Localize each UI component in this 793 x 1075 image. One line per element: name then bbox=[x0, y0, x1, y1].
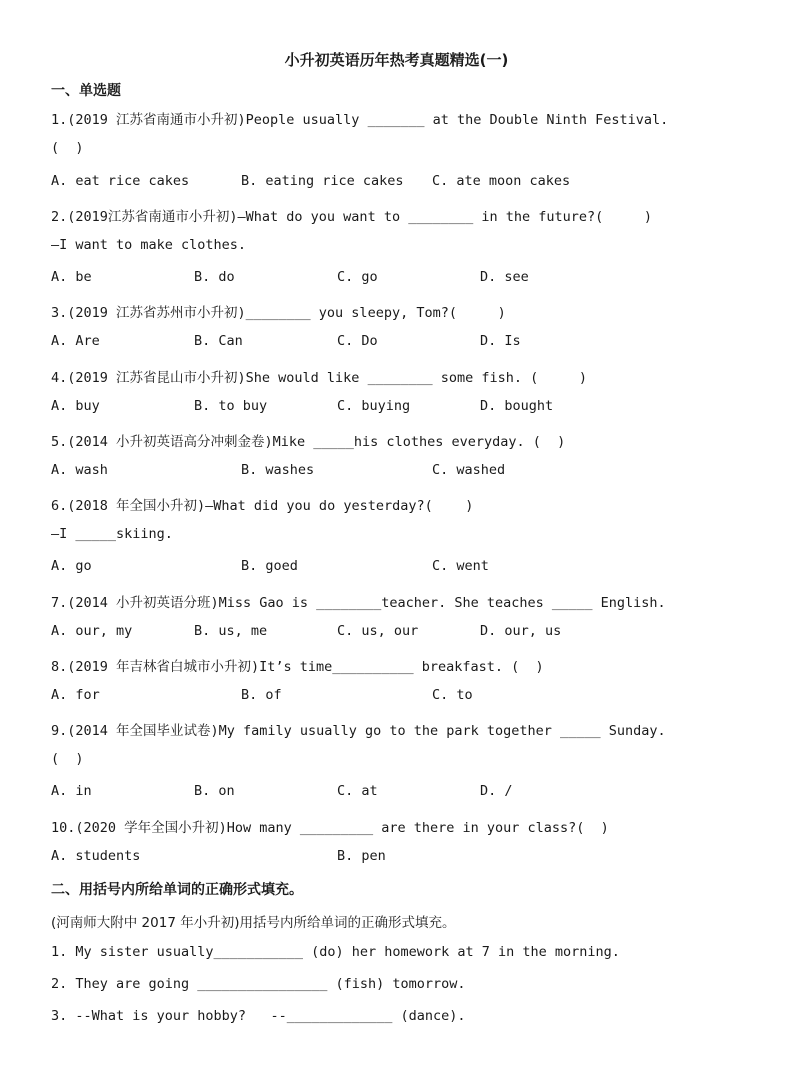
q8-option-a: A. for bbox=[51, 687, 100, 703]
q7-option-c: C. us, our bbox=[337, 623, 419, 639]
q10-option-b: B. pen bbox=[337, 848, 386, 864]
q4-option-c: C. buying bbox=[337, 398, 411, 414]
q3-option-b: B. Can bbox=[194, 333, 243, 349]
q5-option-c: C. washed bbox=[432, 462, 506, 478]
question-6-answer-line: —I _____skiing. bbox=[51, 526, 173, 542]
question-5-stem: 5.(2014 小升初英语高分冲刺金卷)Mike _____his clothes everyday. ( ) bbox=[51, 434, 566, 450]
fill-item-2: 2. They are going ________________ (fish) tomorrow. bbox=[51, 976, 466, 992]
question-2-stem: 2.(2019江苏省南通市小升初)—What do you want to ________ in the future?( ) bbox=[51, 209, 653, 225]
q1-option-b: B. eating rice cakes bbox=[241, 173, 404, 189]
q7-option-b: B. us, me bbox=[194, 623, 268, 639]
q7-option-d: D. our, us bbox=[480, 623, 562, 639]
question-6-stem: 6.(2018 年全国小升初)—What did you do yesterday?( ) bbox=[51, 498, 474, 514]
q6-option-c: C. went bbox=[432, 558, 489, 574]
question-9-stem: 9.(2014 年全国毕业试卷)My family usually go to the park together _____ Sunday. bbox=[51, 723, 666, 739]
section2-note: (河南师大附中 2017 年小升初)用括号内所给单词的正确形式填充。 bbox=[51, 915, 456, 931]
section2-heading: 二、用括号内所给单词的正确形式填充。 bbox=[51, 882, 303, 898]
q10-option-a: A. students bbox=[51, 848, 141, 864]
q6-option-a: A. go bbox=[51, 558, 92, 574]
fill-item-1: 1. My sister usually___________ (do) her homework at 7 in the morning. bbox=[51, 944, 620, 960]
q1-option-a: A. eat rice cakes bbox=[51, 173, 190, 189]
q5-option-b: B. washes bbox=[241, 462, 315, 478]
q1-option-c: C. ate moon cakes bbox=[432, 173, 571, 189]
q9-option-b: B. on bbox=[194, 783, 235, 799]
question-10-stem: 10.(2020 学年全国小升初)How many _________ are there in your class?( ) bbox=[51, 820, 609, 836]
q3-option-c: C. Do bbox=[337, 333, 378, 349]
q4-option-a: A. buy bbox=[51, 398, 100, 414]
question-9-bracket: ( ) bbox=[51, 751, 84, 767]
question-2-answer-line: —I want to make clothes. bbox=[51, 237, 247, 253]
q2-option-a: A. be bbox=[51, 269, 92, 285]
q2-option-c: C. go bbox=[337, 269, 378, 285]
q2-option-b: B. do bbox=[194, 269, 235, 285]
question-4-stem: 4.(2019 江苏省昆山市小升初)She would like ________ some fish. ( ) bbox=[51, 370, 588, 386]
q3-option-d: D. Is bbox=[480, 333, 521, 349]
section1-heading: 一、单选题 bbox=[51, 83, 121, 99]
q2-option-d: D. see bbox=[480, 269, 529, 285]
q4-option-d: D. bought bbox=[480, 398, 554, 414]
q6-option-b: B. goed bbox=[241, 558, 298, 574]
document-title: 小升初英语历年热考真题精选(一) bbox=[284, 51, 509, 69]
question-1-bracket: ( ) bbox=[51, 140, 84, 156]
q4-option-b: B. to buy bbox=[194, 398, 268, 414]
q8-option-b: B. of bbox=[241, 687, 282, 703]
q7-option-a: A. our, my bbox=[51, 623, 133, 639]
q3-option-a: A. Are bbox=[51, 333, 100, 349]
question-1-stem: 1.(2019 江苏省南通市小升初)People usually _______ at the Double Ninth Festival. bbox=[51, 112, 669, 128]
fill-item-3: 3. --What is your hobby? --_____________ (dance). bbox=[51, 1008, 466, 1024]
q8-option-c: C. to bbox=[432, 687, 473, 703]
q9-option-c: C. at bbox=[337, 783, 378, 799]
q9-option-d: D. / bbox=[480, 783, 513, 799]
q9-option-a: A. in bbox=[51, 783, 92, 799]
q5-option-a: A. wash bbox=[51, 462, 108, 478]
question-8-stem: 8.(2019 年吉林省白城市小升初)It’s time__________ breakfast. ( ) bbox=[51, 659, 544, 675]
question-7-stem: 7.(2014 小升初英语分班)Miss Gao is ________teacher. She teaches _____ English. bbox=[51, 595, 666, 611]
question-3-stem: 3.(2019 江苏省苏州市小升初)________ you sleepy, Tom?( ) bbox=[51, 305, 506, 321]
